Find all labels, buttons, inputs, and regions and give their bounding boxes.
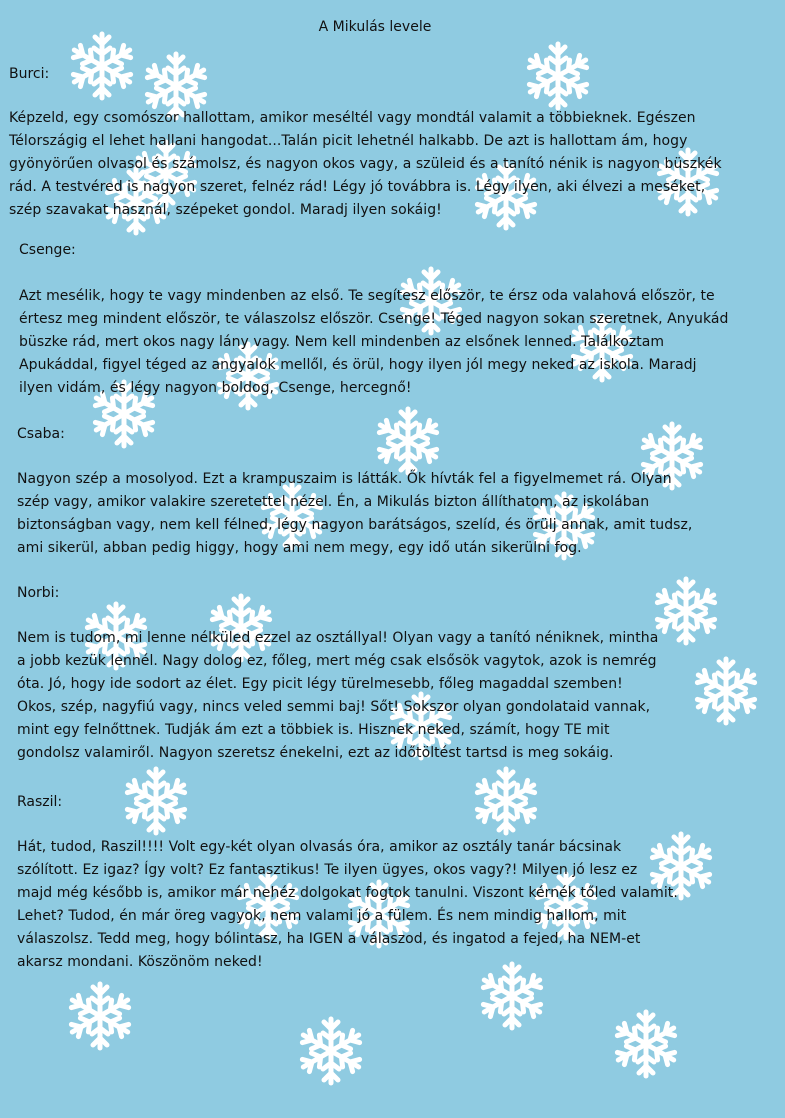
letter-line: Apukáddal, figyel téged az angyalok mellől, és örül, hogy ilyen jól megy neked az iskola. Maradj	[19, 357, 697, 373]
letter-line: majd még később is, amikor már nehéz dolgokat fogtok tanulni. Viszont kérnék tőled valamit.	[17, 885, 678, 901]
letter-line: szép vagy, amikor valakire szeretettel nézel. Én, a Mikulás bizton állíthatom, az iskolában	[17, 494, 650, 510]
letter-line: szép szavakat használ, szépeket gondol. Maradj ilyen sokáig!	[9, 202, 442, 218]
letter-title: A Mikulás levele	[318, 19, 432, 35]
letter-line: Lehet? Tudod, én már öreg vagyok, nem valami jó a fülem. És nem mindig hallom, mit	[17, 908, 627, 924]
letter-line: büszke rád, mert okos nagy lány vagy. Nem kell mindenben az elsőnek lenned. Találkoztam	[19, 334, 665, 350]
recipient-name: Norbi:	[17, 585, 60, 601]
letter-line: Azt mesélik, hogy te vagy mindenben az első. Te segítesz először, te érsz oda valahová először, te	[19, 288, 715, 304]
letter-line: értesz meg mindent először, te válaszolsz először. Csenge! Téged nagyon sokan szeretnek, Anyukád	[19, 311, 729, 327]
letter-line: a jobb kezük lennél. Nagy dolog ez, főleg, mert még csak elsősök vagytok, azok is nemrég	[17, 653, 657, 669]
recipient-name: Csenge:	[19, 242, 76, 258]
letter-line: Hát, tudod, Raszil!!!! Volt egy-két olyan olvasás óra, amikor az osztály tanár bácsinak	[17, 839, 622, 855]
letter-line: Nem is tudom, mi lenne nélküled ezzel az osztállyal! Olyan vagy a tanító néniknek, mintha	[17, 630, 659, 646]
snowflake-icon	[610, 1008, 682, 1080]
section-csenge	[19, 240, 728, 400]
letter-line: gyönyörűen olvasol és számolsz, és nagyon okos vagy, a szüleid és a tanító nénik is nagyon büszkék	[9, 156, 722, 172]
section-norbi	[17, 583, 658, 765]
section-burci	[9, 64, 722, 222]
letter-line: Nagyon szép a mosolyod. Ezt a krampuszaim is látták. Ők hívták fel a figyelmemet rá. Olyan	[17, 471, 672, 487]
recipient-name: Raszil:	[17, 794, 63, 810]
snowflake-icon	[690, 655, 762, 727]
snowflake-icon	[650, 575, 722, 647]
letter-line: Okos, szép, nagyfiú vagy, nincs veled semmi baj! Sőt! Sokszor olyan gondolataid vannak,	[17, 699, 651, 715]
letter-line: akarsz mondani. Köszönöm neked!	[17, 954, 263, 970]
letter-line: válaszolsz. Tedd meg, hogy bólintasz, ha IGEN a válaszod, és ingatod a fejed, ha NEM-et	[17, 931, 641, 947]
section-csaba	[17, 424, 692, 560]
letter-line: rád. A testvéred is nagyon szeret, felnéz rád! Légy jó továbbra is. Légy ilyen, aki élvezi a meséket,	[9, 179, 706, 195]
snowflake-icon	[295, 1015, 367, 1087]
letter-line: Télországig el lehet hallani hangodat...Talán picit lehetnél halkabb. De azt is hallottam ám, hogy	[9, 133, 688, 149]
recipient-name: Csaba:	[17, 426, 65, 442]
letter-line: Képzeld, egy csomószor hallottam, amikor meséltél vagy mondtál valamit a többieknek. Egészen	[9, 110, 696, 126]
letter-line: óta. Jó, hogy ide sodort az élet. Egy picit légy türelmesebb, főleg magaddal szemben!	[17, 676, 623, 692]
letter-line: ilyen vidám, és légy nagyon boldog, Csenge, hercegnő!	[19, 380, 412, 396]
recipient-name: Burci:	[9, 66, 50, 82]
letter-line: gondolsz valamiről. Nagyon szeretsz énekelni, ezt az időtöltést tartsd is meg sokáig.	[17, 745, 614, 761]
letter-line: ami sikerül, abban pedig higgy, hogy ami nem megy, egy idő után sikerülni fog.	[17, 540, 582, 556]
snowflake-icon	[64, 980, 136, 1052]
letter-line: mint egy felnőttnek. Tudják ám ezt a többiek is. Hisznek neked, számít, hogy TE mit	[17, 722, 610, 738]
letter-line: biztonságban vagy, nem kell félned, légy nagyon barátságos, szelíd, és örülj annak, amit tudsz,	[17, 517, 693, 533]
section-raszil	[17, 792, 678, 974]
letter-line: szólított. Ez igaz? Így volt? Ez fantasztikus! Te ilyen ügyes, okos vagy?! Milyen jó lesz ez	[17, 862, 638, 878]
